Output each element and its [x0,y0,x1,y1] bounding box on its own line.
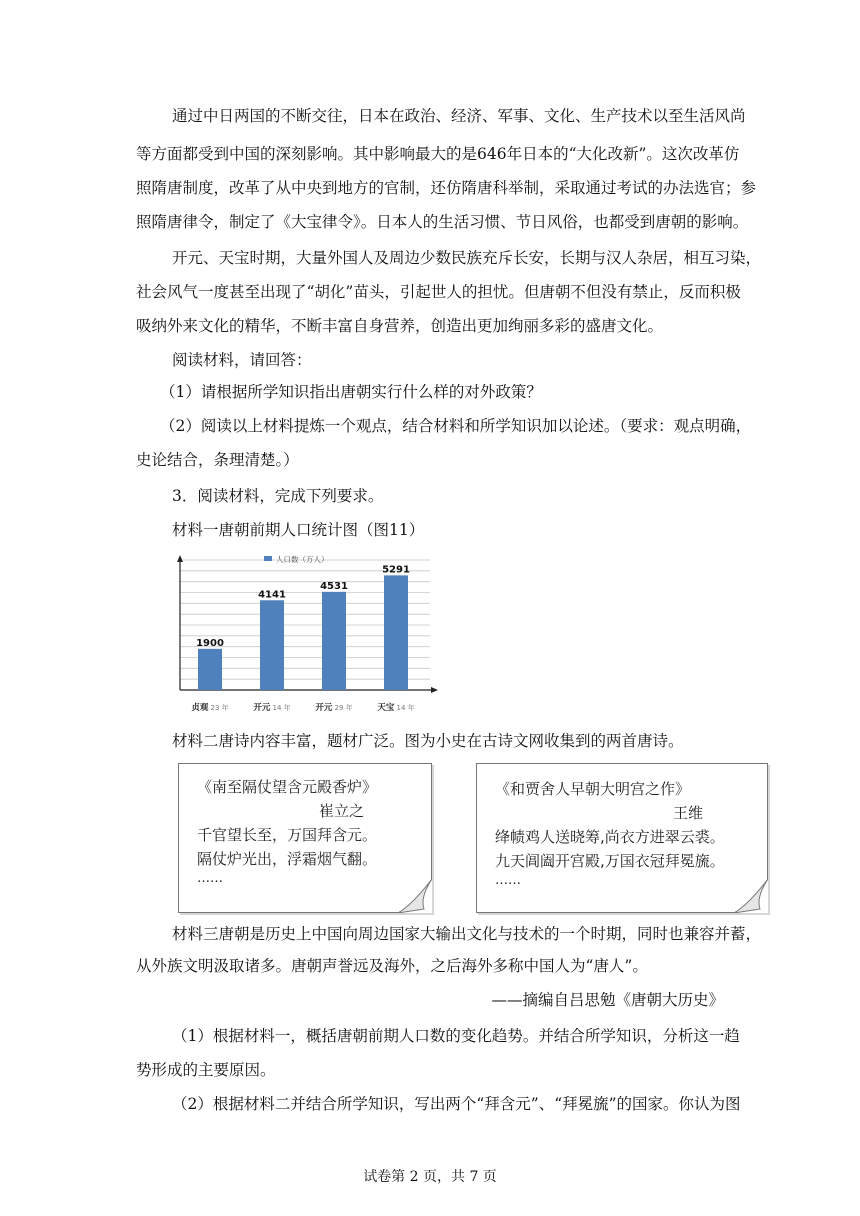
item-3-heading: 3．阅读材料，完成下列要求。 [172,487,384,505]
paragraph-line: 照隋唐律令，制定了《大宝律令》。日本人的生活习惯、节日风俗，也都受到唐朝的影响。 [136,213,749,231]
question-2-cont: 史论结合，条理清楚。） [136,451,299,469]
bar [198,649,222,690]
x-tick-label: 开元 29 年 [315,703,353,713]
requirement-1: （1）根据材料一，概括唐朝前期人口数的变化趋势。并结合所学知识，分析这一趋 [172,1027,740,1045]
bar-value-label: 5291 [382,564,410,576]
poem-card-2 [476,763,768,913]
bar [322,592,346,690]
x-tick-label: 开元 14 年 [253,703,291,713]
page-curl-icon [734,879,768,913]
material-1-caption: 材料一唐朝前期人口统计图（图11） [172,521,425,539]
material-2-caption: 材料二唐诗内容丰富，题材广泛。图为小史在古诗文网收集到的两首唐诗。 [172,732,684,750]
paragraph-line: 等方面都受到中国的深刻影响。其中影响最大的是646年日本的“大化改新”。这次改革仿 [136,145,740,163]
paragraph-line: 社会风气一度甚至出现了“胡化”苗头，引起世人的担忧。但唐朝不但没有禁止，反而积极 [136,283,741,301]
bar-value-label: 1900 [196,637,224,649]
question-1: （1）请根据所学知识指出唐朝实行什么样的对外政策？ [160,383,542,401]
paragraph-line: 开元、天宝时期，大量外国人及周边少数民族充斥长安，长期与汉人杂居，相互习染， [172,249,762,267]
page-curl-icon [398,879,432,913]
poem-line: 绛帻鸡人送晓筹,尚衣方进翠云裘。 [495,828,725,846]
bar-value-label: 4531 [320,580,348,592]
source-citation: ——摘编自吕思勉《唐朝大历史》 [491,991,724,1009]
poem-ellipsis: …… [197,871,223,886]
page-footer: 试卷第 2 页，共 7 页 [363,1169,497,1185]
paragraph-line: 吸纳外来文化的精华，不断丰富自身营养，创造出更加绚丽多彩的盛唐文化。 [136,317,664,335]
poem-author: 王维 [673,804,704,822]
material-3-line: 材料三唐朝是历史上中国向周边国家大输出文化与技术的一个时期，同时也兼容并蓄， [172,925,762,943]
requirement-1-cont: 势形成的主要原因。 [136,1061,276,1079]
poem-line: 千官望长至，万国拜含元。 [197,826,378,844]
bar [260,600,284,690]
paragraph-line: 通过中日两国的不断交往，日本在政治、经济、军事、文化、生产技术以至生活风尚 [172,107,746,125]
legend-label: 人口数（万人） [276,555,329,564]
y-axis-arrow [177,555,183,562]
bar [384,575,408,690]
requirement-2: （2）根据材料二并结合所学知识，写出两个“拜含元”、“拜冕旒”的国家。你认为图 [172,1095,741,1113]
question-2: （2）阅读以上材料提炼一个观点，结合材料和所学知识加以论述。（要求：观点明确， [160,417,752,435]
bar-value-label: 4141 [258,589,286,601]
poem-title: 《南至隔仗望含元殿香炉》 [197,778,378,796]
poem-author: 崔立之 [319,802,365,820]
x-axis-arrow [431,687,438,693]
poem-title: 《和贾舍人早朝大明宫之作》 [495,780,691,798]
x-tick-label: 天宝 14 年 [377,703,415,713]
x-tick-label: 贞观 23 年 [191,703,229,713]
poem-card-1 [178,763,432,913]
population-bar-chart [172,552,442,714]
legend-swatch [264,556,272,561]
paragraph-line: 照隋唐制度，改革了从中央到地方的官制，还仿隋唐科举制，采取通过考试的办法选官；参 [136,179,757,197]
poem-ellipsis: …… [495,873,521,888]
poem-line: 九天阊阖开宫殿,万国衣冠拜冕旒。 [495,852,725,870]
poem-line: 隔仗炉光出，浮霜烟气翻。 [197,850,378,868]
prompt: 阅读材料，请回答： [172,351,312,369]
material-3-line: 从外族文明汲取诸多。唐朝声誉远及海外，之后海外多称中国人为“唐人”。 [136,957,648,975]
